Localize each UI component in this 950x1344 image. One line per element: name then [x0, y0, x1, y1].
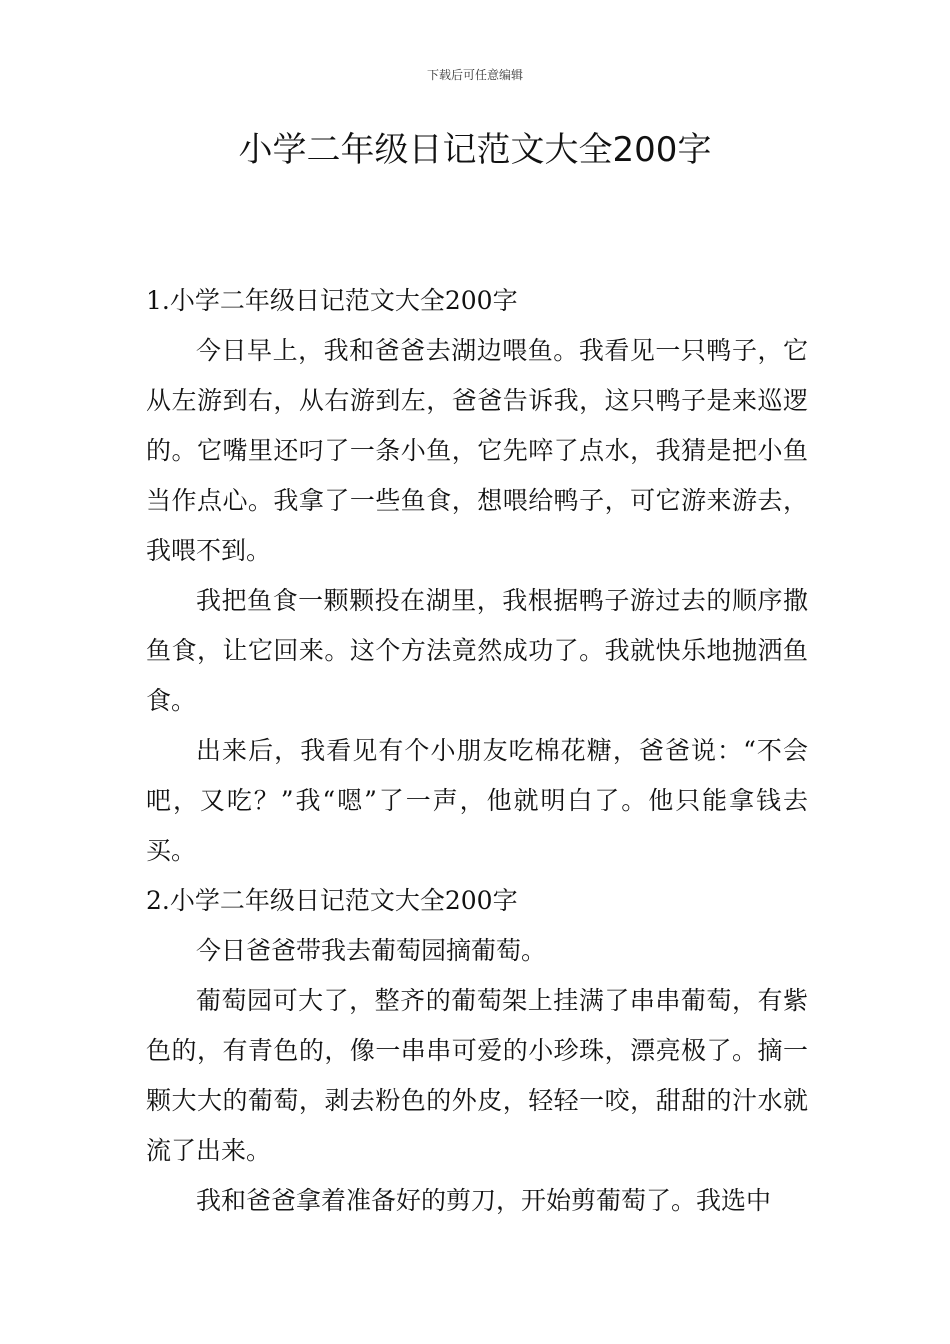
section-2-paragraph-3: 我和爸爸拿着准备好的剪刀，开始剪葡萄了。我选中 [196, 1186, 772, 1215]
section-2-paragraph-1: 今日爸爸带我去葡萄园摘葡萄。 [196, 936, 547, 965]
header-note: 下载后可任意编辑 [426, 68, 523, 82]
section-heading-1: 1.小学二年级日记范文大全200字 [146, 286, 518, 315]
section-2-paragraph-2: 葡萄园可大了，整齐的葡萄架上挂满了串串葡萄，有紫色的，有青色的，像一串串可爱的小珍珠，漂亮极了。摘一颗大大的葡萄，剥去粉色的外皮，轻轻一咬，甜甜的汁水就流了出来。 [146, 986, 808, 1165]
section-1-paragraph-1: 今日早上，我和爸爸去湖边喂鱼。我看见一只鸭子，它从左游到右，从右游到左，爸爸告诉我，这只鸭子是来巡逻的。它嘴里还叼了一条小鱼，它先啐了点水，我猜是把小鱼当作点心。我拿了一些鱼食，想喂给鸭子，可它游来游去，我喂不到。 [146, 336, 808, 565]
section-heading-2: 2.小学二年级日记范文大全200字 [146, 886, 518, 915]
document-title: 小学二年级日记范文大全200字 [238, 130, 712, 170]
document-body [146, 276, 808, 1226]
section-1-paragraph-2: 我把鱼食一颗颗投在湖里，我根据鸭子游过去的顺序撒鱼食，让它回来。这个方法竟然成功了。我就快乐地抛洒鱼食。 [146, 586, 808, 715]
section-1-paragraph-3: 出来后，我看见有个小朋友吃棉花糖，爸爸说：“不会吧，又吃？”我“嗯”了一声，他就明白了。他只能拿钱去买。 [146, 736, 808, 865]
